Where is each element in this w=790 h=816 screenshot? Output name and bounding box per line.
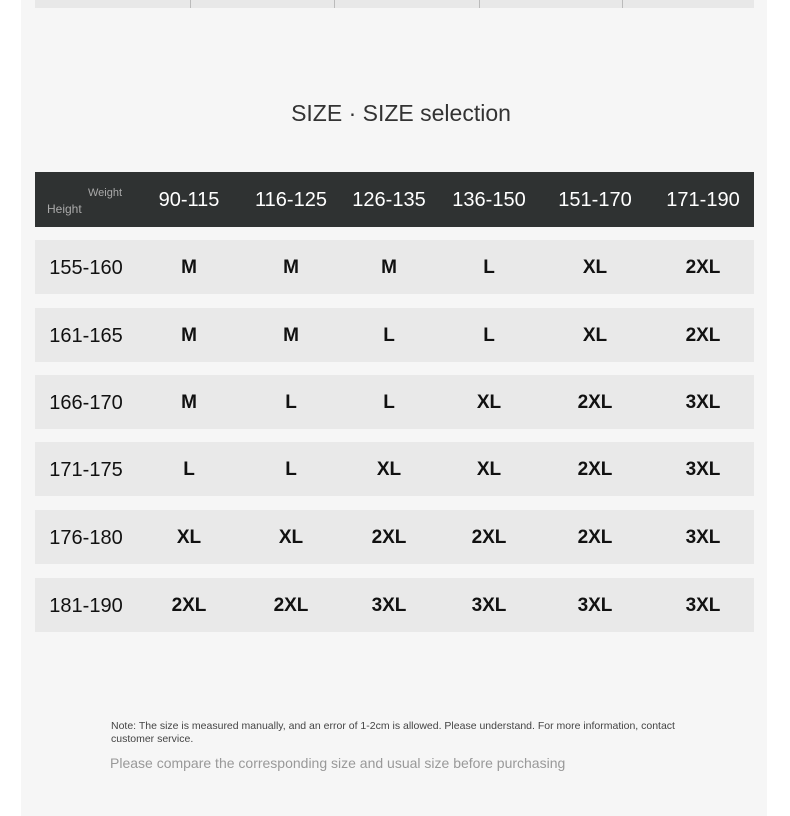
table-row — [35, 578, 754, 632]
size-cell: M — [283, 257, 299, 278]
size-cell: 2XL — [685, 325, 721, 346]
size-cell: 3XL — [685, 392, 721, 413]
size-cell: 3XL — [577, 595, 613, 616]
height-label: Height — [47, 202, 82, 216]
page-title: SIZE · SIZE selection — [291, 100, 511, 126]
size-cell: 3XL — [685, 459, 721, 480]
weight-column-header: 90-115 — [158, 189, 220, 211]
weight-label: Weight — [88, 187, 123, 199]
note-text: Note: The size is measured manually, and an error of 1-2cm is allowed. Please understand. For more information, contact customer service. — [111, 720, 675, 745]
weight-column-header: 151-170 — [558, 189, 632, 211]
size-cell: L — [285, 392, 297, 413]
table-row — [35, 240, 754, 294]
table-row — [35, 375, 754, 429]
table-row — [35, 308, 754, 362]
size-cell: 2XL — [577, 459, 613, 480]
height-cell: 171-175 — [49, 459, 123, 481]
table-row — [35, 442, 754, 496]
height-cell: 161-165 — [49, 325, 123, 347]
table-row — [35, 510, 754, 564]
weight-column-header: 136-150 — [452, 189, 526, 211]
size-cell: 2XL — [577, 392, 613, 413]
previous-table-cell — [623, 0, 754, 8]
size-cell: M — [283, 325, 299, 346]
weight-column-header: 126-135 — [352, 189, 426, 211]
size-cell: L — [183, 459, 195, 480]
size-cell: L — [383, 392, 395, 413]
size-cell: M — [381, 257, 397, 278]
size-cell: 3XL — [471, 595, 507, 616]
height-cell: 166-170 — [49, 392, 123, 414]
size-cell: L — [483, 257, 495, 278]
height-cell: 176-180 — [49, 527, 123, 549]
size-cell: L — [285, 459, 297, 480]
size-table-header — [35, 172, 754, 227]
size-cell: 2XL — [577, 527, 613, 548]
height-cell: 181-190 — [49, 595, 123, 617]
size-cell: 2XL — [371, 527, 407, 548]
weight-column-header: 116-125 — [255, 189, 327, 211]
size-cell: 3XL — [685, 527, 721, 548]
size-cell: 2XL — [471, 527, 507, 548]
size-cell: XL — [582, 257, 608, 278]
size-cell: XL — [582, 325, 608, 346]
previous-table-cell — [35, 0, 191, 8]
size-cell: 2XL — [171, 595, 207, 616]
previous-table-cell — [191, 0, 335, 8]
size-cell: M — [181, 392, 197, 413]
previous-table-cell — [335, 0, 480, 8]
size-cell: XL — [176, 527, 202, 548]
previous-table-cell — [480, 0, 623, 8]
compare-hint: Please compare the corresponding size and usual size before purchasing — [110, 755, 566, 771]
size-cell: 3XL — [685, 595, 721, 616]
size-cell: 3XL — [371, 595, 407, 616]
size-cell: 2XL — [273, 595, 309, 616]
size-cell: L — [383, 325, 395, 346]
size-cell: M — [181, 257, 197, 278]
size-cell: XL — [476, 392, 502, 413]
weight-column-header: 171-190 — [666, 189, 740, 211]
size-cell: L — [483, 325, 495, 346]
size-cell: XL — [278, 527, 304, 548]
size-cell: XL — [476, 459, 502, 480]
size-cell: 2XL — [685, 257, 721, 278]
size-cell: M — [181, 325, 197, 346]
height-cell: 155-160 — [49, 257, 123, 279]
size-cell: XL — [376, 459, 402, 480]
